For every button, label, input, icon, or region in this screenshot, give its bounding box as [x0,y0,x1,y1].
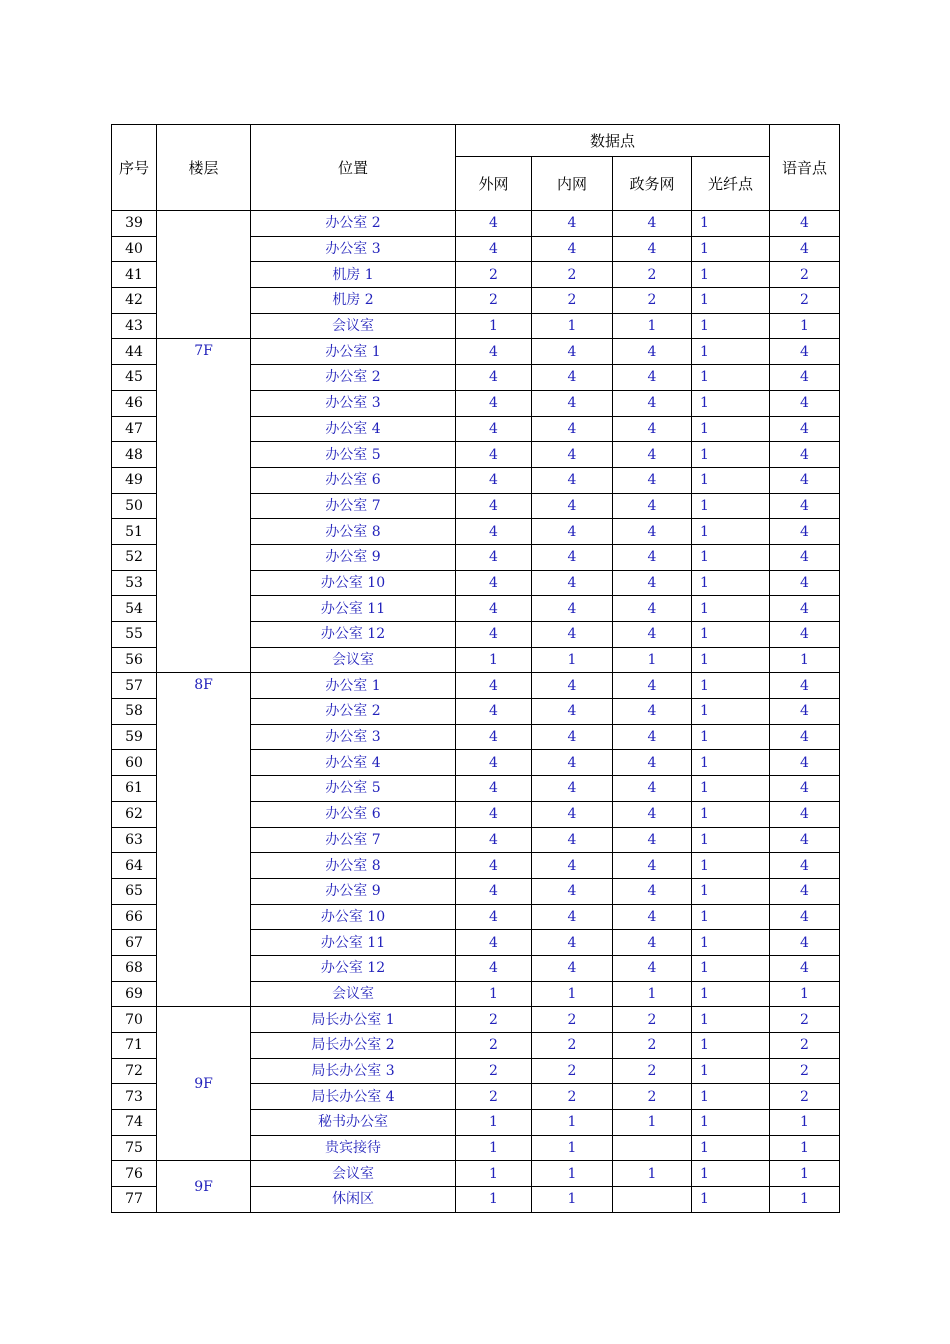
fiber-cell: 1 [692,1187,770,1213]
fiber-cell: 1 [692,1058,770,1084]
government-cell: 1 [613,313,692,339]
government-cell: 4 [613,699,692,725]
header-data-points: 数据点 [456,125,770,157]
floor-cell: 7F [157,339,251,673]
government-cell: 4 [613,724,692,750]
location-cell: 办公室 3 [251,724,456,750]
external-cell: 4 [456,365,532,391]
seq-cell: 59 [112,724,157,750]
seq-cell: 56 [112,647,157,673]
internal-cell: 4 [532,544,613,570]
seq-cell: 50 [112,493,157,519]
table-row [112,211,840,237]
government-cell: 4 [613,493,692,519]
location-cell: 办公室 7 [251,493,456,519]
government-cell: 2 [613,1058,692,1084]
voice-cell: 4 [770,878,840,904]
fiber-cell: 1 [692,750,770,776]
fiber-cell: 1 [692,1007,770,1033]
government-cell: 2 [613,1033,692,1059]
location-cell: 会议室 [251,1161,456,1187]
seq-cell: 68 [112,955,157,981]
fiber-cell: 1 [692,955,770,981]
seq-cell: 62 [112,801,157,827]
location-cell: 局长办公室 1 [251,1007,456,1033]
government-cell: 4 [613,519,692,545]
seq-cell: 67 [112,930,157,956]
government-cell: 2 [613,288,692,314]
external-cell: 4 [456,339,532,365]
seq-cell: 48 [112,442,157,468]
external-cell: 1 [456,1187,532,1213]
external-cell: 4 [456,467,532,493]
voice-cell: 2 [770,1007,840,1033]
government-cell: 4 [613,622,692,648]
seq-cell: 57 [112,673,157,699]
location-cell: 机房 2 [251,288,456,314]
seq-cell: 53 [112,570,157,596]
location-cell: 会议室 [251,313,456,339]
voice-cell: 1 [770,981,840,1007]
table-row [112,673,840,699]
fiber-cell: 1 [692,878,770,904]
location-cell: 办公室 8 [251,519,456,545]
external-cell: 4 [456,699,532,725]
fiber-cell: 1 [692,724,770,750]
header-government: 政务网 [613,157,692,211]
external-cell: 4 [456,930,532,956]
location-cell: 办公室 2 [251,211,456,237]
fiber-cell: 1 [692,365,770,391]
internal-cell: 4 [532,442,613,468]
seq-cell: 65 [112,878,157,904]
seq-cell: 71 [112,1033,157,1059]
voice-cell: 2 [770,1084,840,1110]
fiber-cell: 1 [692,596,770,622]
fiber-cell: 1 [692,1033,770,1059]
location-cell: 办公室 5 [251,442,456,468]
internal-cell: 1 [532,1161,613,1187]
floor-cell: 9F [157,1007,251,1161]
external-cell: 4 [456,827,532,853]
floor-cell: 9F [157,1161,251,1212]
location-cell: 办公室 3 [251,390,456,416]
seq-cell: 40 [112,236,157,262]
government-cell: 4 [613,673,692,699]
fiber-cell: 1 [692,442,770,468]
fiber-cell: 1 [692,313,770,339]
voice-cell: 2 [770,288,840,314]
external-cell: 4 [456,416,532,442]
voice-cell: 4 [770,339,840,365]
fiber-cell: 1 [692,673,770,699]
location-cell: 办公室 11 [251,596,456,622]
government-cell: 4 [613,827,692,853]
internal-cell: 4 [532,339,613,365]
internal-cell: 1 [532,1110,613,1136]
internal-cell: 4 [532,416,613,442]
voice-cell: 4 [770,622,840,648]
seq-cell: 39 [112,211,157,237]
voice-cell: 1 [770,1187,840,1213]
seq-cell: 46 [112,390,157,416]
government-cell: 4 [613,801,692,827]
external-cell: 4 [456,211,532,237]
location-cell: 休闲区 [251,1187,456,1213]
external-cell: 4 [456,544,532,570]
government-cell: 1 [613,981,692,1007]
table-header [112,125,840,211]
voice-cell: 4 [770,519,840,545]
voice-cell: 4 [770,467,840,493]
fiber-cell: 1 [692,570,770,596]
government-cell [613,1187,692,1213]
government-cell: 4 [613,416,692,442]
location-cell: 会议室 [251,981,456,1007]
government-cell: 4 [613,236,692,262]
header-fiber: 光纤点 [692,157,770,211]
internal-cell: 4 [532,211,613,237]
voice-cell: 4 [770,724,840,750]
fiber-cell: 1 [692,467,770,493]
voice-cell: 4 [770,699,840,725]
seq-cell: 42 [112,288,157,314]
external-cell: 1 [456,981,532,1007]
location-cell: 局长办公室 2 [251,1033,456,1059]
fiber-cell: 1 [692,519,770,545]
internal-cell: 4 [532,467,613,493]
voice-cell: 4 [770,853,840,879]
location-cell: 办公室 10 [251,904,456,930]
internal-cell: 4 [532,596,613,622]
seq-cell: 63 [112,827,157,853]
internal-cell: 2 [532,1058,613,1084]
location-cell: 办公室 3 [251,236,456,262]
government-cell: 2 [613,1084,692,1110]
fiber-cell: 1 [692,493,770,519]
fiber-cell: 1 [692,827,770,853]
seq-cell: 58 [112,699,157,725]
internal-cell: 1 [532,981,613,1007]
voice-cell: 4 [770,211,840,237]
internal-cell: 1 [532,313,613,339]
voice-cell: 1 [770,1161,840,1187]
location-cell: 办公室 6 [251,801,456,827]
external-cell: 4 [456,519,532,545]
government-cell: 4 [613,596,692,622]
seq-cell: 44 [112,339,157,365]
voice-cell: 1 [770,1110,840,1136]
voice-cell: 2 [770,1058,840,1084]
internal-cell: 4 [532,801,613,827]
internal-cell: 4 [532,955,613,981]
seq-cell: 73 [112,1084,157,1110]
location-cell: 办公室 1 [251,673,456,699]
seq-cell: 61 [112,776,157,802]
location-cell: 办公室 2 [251,365,456,391]
location-cell: 会议室 [251,647,456,673]
internal-cell: 2 [532,1033,613,1059]
external-cell: 4 [456,622,532,648]
internal-cell: 4 [532,904,613,930]
government-cell: 4 [613,339,692,365]
internal-cell: 4 [532,699,613,725]
internal-cell: 4 [532,236,613,262]
fiber-cell: 1 [692,236,770,262]
location-cell: 办公室 9 [251,878,456,904]
external-cell: 4 [456,878,532,904]
external-cell: 4 [456,853,532,879]
internal-cell: 4 [532,519,613,545]
seq-cell: 43 [112,313,157,339]
seq-cell: 45 [112,365,157,391]
internal-cell: 4 [532,365,613,391]
fiber-cell: 1 [692,1084,770,1110]
fiber-cell: 1 [692,416,770,442]
location-cell: 办公室 5 [251,776,456,802]
external-cell: 2 [456,262,532,288]
voice-cell: 4 [770,904,840,930]
seq-cell: 69 [112,981,157,1007]
seq-cell: 49 [112,467,157,493]
government-cell: 4 [613,750,692,776]
seq-cell: 60 [112,750,157,776]
internal-cell: 4 [532,622,613,648]
voice-cell: 1 [770,1135,840,1161]
internal-cell: 4 [532,776,613,802]
internal-cell: 4 [532,724,613,750]
voice-cell: 4 [770,365,840,391]
internal-cell: 4 [532,493,613,519]
voice-cell: 4 [770,955,840,981]
voice-cell: 4 [770,416,840,442]
internal-cell: 1 [532,1187,613,1213]
fiber-cell: 1 [692,699,770,725]
internal-cell: 2 [532,288,613,314]
location-cell: 办公室 4 [251,750,456,776]
voice-cell: 2 [770,1033,840,1059]
external-cell: 1 [456,1135,532,1161]
government-cell: 4 [613,776,692,802]
location-cell: 秘书办公室 [251,1110,456,1136]
voice-cell: 4 [770,827,840,853]
seq-cell: 55 [112,622,157,648]
internal-cell: 2 [532,262,613,288]
voice-cell: 4 [770,930,840,956]
fiber-cell: 1 [692,981,770,1007]
voice-cell: 2 [770,262,840,288]
fiber-cell: 1 [692,622,770,648]
internal-cell: 4 [532,930,613,956]
fiber-cell: 1 [692,544,770,570]
seq-cell: 41 [112,262,157,288]
internal-cell: 1 [532,647,613,673]
seq-cell: 76 [112,1161,157,1187]
fiber-cell: 1 [692,801,770,827]
seq-cell: 51 [112,519,157,545]
seq-cell: 52 [112,544,157,570]
fiber-cell: 1 [692,904,770,930]
seq-cell: 75 [112,1135,157,1161]
government-cell: 4 [613,955,692,981]
seq-cell: 72 [112,1058,157,1084]
external-cell: 1 [456,1161,532,1187]
external-cell: 4 [456,570,532,596]
floor-cell: 8F [157,673,251,1007]
seq-cell: 77 [112,1187,157,1213]
location-cell: 办公室 12 [251,622,456,648]
government-cell: 4 [613,467,692,493]
seq-cell: 74 [112,1110,157,1136]
fiber-cell: 1 [692,1161,770,1187]
external-cell: 4 [456,750,532,776]
external-cell: 2 [456,1007,532,1033]
fiber-cell: 1 [692,1135,770,1161]
location-cell: 局长办公室 4 [251,1084,456,1110]
voice-cell: 4 [770,442,840,468]
government-cell: 4 [613,442,692,468]
government-cell: 4 [613,904,692,930]
fiber-cell: 1 [692,339,770,365]
government-cell: 4 [613,853,692,879]
seq-cell: 66 [112,904,157,930]
location-cell: 办公室 10 [251,570,456,596]
seq-cell: 47 [112,416,157,442]
fiber-cell: 1 [692,288,770,314]
internal-cell: 2 [532,1007,613,1033]
government-cell: 1 [613,647,692,673]
external-cell: 4 [456,776,532,802]
location-cell: 办公室 1 [251,339,456,365]
floor-cell [157,211,251,339]
table-row [112,1161,840,1187]
external-cell: 1 [456,313,532,339]
external-cell: 4 [456,390,532,416]
external-cell: 1 [456,1110,532,1136]
external-cell: 4 [456,801,532,827]
location-cell: 办公室 4 [251,416,456,442]
internal-cell: 1 [532,1135,613,1161]
government-cell: 4 [613,365,692,391]
government-cell: 4 [613,930,692,956]
voice-cell: 4 [770,390,840,416]
external-cell: 4 [456,493,532,519]
seq-cell: 64 [112,853,157,879]
government-cell [613,1135,692,1161]
voice-cell: 4 [770,493,840,519]
external-cell: 4 [456,673,532,699]
fiber-cell: 1 [692,262,770,288]
seq-cell: 54 [112,596,157,622]
government-cell: 4 [613,211,692,237]
internal-cell: 4 [532,390,613,416]
internal-cell: 4 [532,570,613,596]
external-cell: 4 [456,955,532,981]
location-cell: 办公室 6 [251,467,456,493]
external-cell: 4 [456,236,532,262]
header-internal: 内网 [532,157,613,211]
internal-cell: 2 [532,1084,613,1110]
location-cell: 局长办公室 3 [251,1058,456,1084]
fiber-cell: 1 [692,211,770,237]
internal-cell: 4 [532,750,613,776]
fiber-cell: 1 [692,647,770,673]
fiber-cell: 1 [692,390,770,416]
header-location: 位置 [251,125,456,211]
government-cell: 1 [613,1161,692,1187]
location-cell: 办公室 11 [251,930,456,956]
location-cell: 办公室 12 [251,955,456,981]
external-cell: 2 [456,1084,532,1110]
voice-cell: 4 [770,776,840,802]
internal-cell: 4 [532,853,613,879]
location-cell: 办公室 2 [251,699,456,725]
voice-cell: 4 [770,236,840,262]
external-cell: 4 [456,904,532,930]
location-cell: 办公室 8 [251,853,456,879]
voice-cell: 4 [770,750,840,776]
internal-cell: 4 [532,827,613,853]
voice-cell: 4 [770,673,840,699]
government-cell: 4 [613,390,692,416]
location-cell: 机房 1 [251,262,456,288]
fiber-cell: 1 [692,1110,770,1136]
voice-cell: 1 [770,647,840,673]
internal-cell: 4 [532,673,613,699]
government-cell: 4 [613,878,692,904]
voice-cell: 4 [770,596,840,622]
voice-cell: 4 [770,801,840,827]
header-seq: 序号 [112,125,157,211]
data-points-table [111,124,840,1213]
fiber-cell: 1 [692,930,770,956]
location-cell: 办公室 7 [251,827,456,853]
fiber-cell: 1 [692,776,770,802]
government-cell: 4 [613,544,692,570]
table-body [112,211,840,1213]
seq-cell: 70 [112,1007,157,1033]
fiber-cell: 1 [692,853,770,879]
external-cell: 4 [456,724,532,750]
government-cell: 2 [613,1007,692,1033]
external-cell: 4 [456,442,532,468]
government-cell: 1 [613,1110,692,1136]
header-voice: 语音点 [770,125,840,211]
external-cell: 2 [456,1058,532,1084]
voice-cell: 1 [770,313,840,339]
government-cell: 4 [613,570,692,596]
location-cell: 贵宾接待 [251,1135,456,1161]
header-external: 外网 [456,157,532,211]
header-floor: 楼层 [157,125,251,211]
external-cell: 2 [456,288,532,314]
internal-cell: 4 [532,878,613,904]
table-row [112,339,840,365]
external-cell: 2 [456,1033,532,1059]
external-cell: 1 [456,647,532,673]
location-cell: 办公室 9 [251,544,456,570]
voice-cell: 4 [770,570,840,596]
government-cell: 2 [613,262,692,288]
external-cell: 4 [456,596,532,622]
table-row [112,1007,840,1033]
voice-cell: 4 [770,544,840,570]
